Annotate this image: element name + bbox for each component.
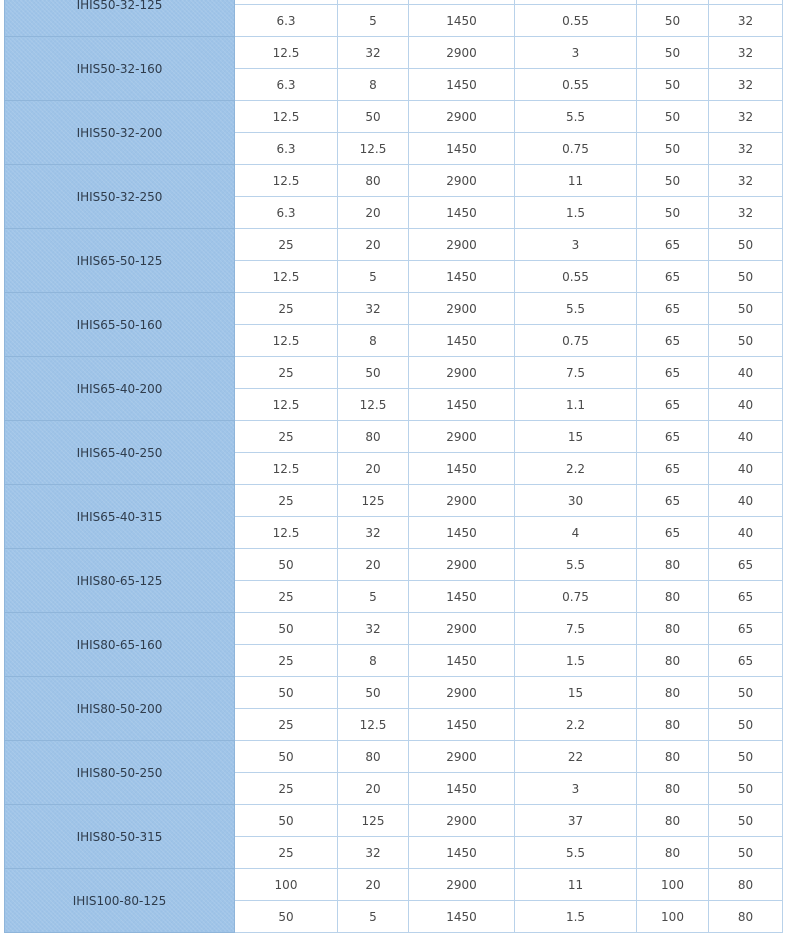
table-row — [5, 869, 783, 901]
value-cell: 2900 — [409, 485, 515, 517]
value-cell: 25 — [235, 581, 338, 613]
value-cell: 50 — [709, 837, 783, 869]
value-cell: 7.5 — [515, 613, 637, 645]
value-cell: 20 — [338, 197, 409, 229]
value-cell: 50 — [338, 357, 409, 389]
value-cell: 12.5 — [235, 517, 338, 549]
value-cell: 1450 — [409, 581, 515, 613]
value-cell: 0.55 — [515, 261, 637, 293]
value-cell: 12.5 — [235, 261, 338, 293]
value-cell: 50 — [637, 37, 709, 69]
value-cell: 32 — [338, 837, 409, 869]
value-cell: 12.5 — [235, 325, 338, 357]
value-cell: 32 — [338, 37, 409, 69]
value-cell: 0.55 — [515, 5, 637, 37]
value-cell: 5.5 — [515, 101, 637, 133]
value-cell: 2900 — [409, 869, 515, 901]
value-cell: 5 — [338, 261, 409, 293]
value-cell: 80 — [637, 837, 709, 869]
value-cell: 2.2 — [515, 453, 637, 485]
value-cell: 1450 — [409, 453, 515, 485]
value-cell: 1450 — [409, 69, 515, 101]
value-cell: 50 — [709, 325, 783, 357]
value-cell: 2900 — [409, 613, 515, 645]
table-row — [5, 421, 783, 453]
value-cell: 25 — [235, 645, 338, 677]
value-cell: 15 — [515, 677, 637, 709]
value-cell: 65 — [637, 293, 709, 325]
value-cell: 80 — [637, 549, 709, 581]
value-cell: 50 — [637, 133, 709, 165]
value-cell: 3 — [515, 229, 637, 261]
value-cell: 40 — [709, 517, 783, 549]
table-row — [5, 229, 783, 261]
value-cell: 2900 — [409, 805, 515, 837]
value-cell: 5.5 — [515, 837, 637, 869]
value-cell: 0.75 — [515, 581, 637, 613]
value-cell: 6.3 — [235, 133, 338, 165]
value-cell: 2900 — [409, 37, 515, 69]
value-cell: 50 — [235, 805, 338, 837]
model-cell: IHIS65-40-200 — [5, 357, 235, 421]
value-cell: 125 — [338, 805, 409, 837]
model-cell: IHIS65-40-315 — [5, 485, 235, 549]
value-cell: 5 — [338, 5, 409, 37]
value-cell: 25 — [235, 485, 338, 517]
value-cell: 30 — [515, 485, 637, 517]
value-cell: 50 — [709, 805, 783, 837]
table-row — [5, 293, 783, 325]
table-row — [5, 677, 783, 709]
value-cell: 32 — [709, 69, 783, 101]
value-cell: 5 — [338, 581, 409, 613]
value-cell: 80 — [637, 645, 709, 677]
value-cell: 80 — [637, 613, 709, 645]
value-cell: 0.55 — [515, 69, 637, 101]
value-cell: 20 — [338, 773, 409, 805]
value-cell: 2900 — [409, 229, 515, 261]
value-cell: 5.5 — [515, 549, 637, 581]
model-cell: IHIS50-32-160 — [5, 37, 235, 101]
value-cell: 1450 — [409, 261, 515, 293]
value-cell: 50 — [235, 613, 338, 645]
value-cell: 65 — [637, 389, 709, 421]
value-cell: 100 — [637, 869, 709, 901]
table-row — [5, 101, 783, 133]
value-cell: 25 — [235, 229, 338, 261]
value-cell: 1.5 — [515, 645, 637, 677]
value-cell: 40 — [709, 389, 783, 421]
value-cell: 65 — [637, 229, 709, 261]
value-cell: 12.5 — [338, 709, 409, 741]
value-cell: 2900 — [409, 549, 515, 581]
value-cell: 6.3 — [235, 197, 338, 229]
value-cell: 40 — [709, 421, 783, 453]
value-cell: 65 — [637, 453, 709, 485]
value-cell: 20 — [338, 549, 409, 581]
value-cell: 25 — [235, 709, 338, 741]
value-cell: 25 — [235, 421, 338, 453]
value-cell: 65 — [637, 485, 709, 517]
value-cell: 80 — [637, 581, 709, 613]
value-cell: 50 — [709, 709, 783, 741]
table-row — [5, 613, 783, 645]
value-cell: 80 — [338, 165, 409, 197]
value-cell: 32 — [709, 165, 783, 197]
value-cell: 80 — [338, 421, 409, 453]
value-cell: 2900 — [409, 357, 515, 389]
value-cell: 50 — [709, 229, 783, 261]
spec-table-body — [5, 0, 783, 933]
value-cell: 65 — [709, 613, 783, 645]
value-cell: 32 — [709, 37, 783, 69]
value-cell: 1.5 — [515, 901, 637, 933]
value-cell: 40 — [709, 485, 783, 517]
model-cell: IHIS100-80-125 — [5, 869, 235, 933]
value-cell: 6.3 — [235, 69, 338, 101]
value-cell: 2900 — [409, 165, 515, 197]
value-cell: 15 — [515, 421, 637, 453]
value-cell: 4 — [515, 517, 637, 549]
value-cell: 40 — [709, 357, 783, 389]
value-cell: 2.2 — [515, 709, 637, 741]
value-cell: 1450 — [409, 709, 515, 741]
value-cell: 2900 — [409, 677, 515, 709]
value-cell: 50 — [709, 773, 783, 805]
value-cell: 50 — [235, 549, 338, 581]
value-cell: 20 — [338, 869, 409, 901]
value-cell: 100 — [235, 869, 338, 901]
value-cell: 2900 — [409, 421, 515, 453]
table-row — [5, 165, 783, 197]
model-cell: IHIS50-32-250 — [5, 165, 235, 229]
table-row — [5, 357, 783, 389]
value-cell: 80 — [637, 773, 709, 805]
value-cell: 65 — [637, 357, 709, 389]
value-cell: 80 — [637, 805, 709, 837]
value-cell: 1450 — [409, 901, 515, 933]
value-cell: 22 — [515, 741, 637, 773]
model-cell: IHIS80-65-160 — [5, 613, 235, 677]
value-cell: 1450 — [409, 389, 515, 421]
value-cell: 32 — [338, 613, 409, 645]
value-cell: 12.5 — [235, 389, 338, 421]
value-cell: 65 — [709, 581, 783, 613]
value-cell: 20 — [338, 453, 409, 485]
value-cell: 50 — [709, 677, 783, 709]
value-cell: 50 — [235, 741, 338, 773]
value-cell: 65 — [709, 645, 783, 677]
value-cell: 1.1 — [515, 389, 637, 421]
value-cell: 0.75 — [515, 325, 637, 357]
value-cell: 6.3 — [235, 5, 338, 37]
value-cell: 50 — [709, 261, 783, 293]
value-cell: 80 — [637, 709, 709, 741]
value-cell: 1450 — [409, 5, 515, 37]
model-cell: IHIS65-50-125 — [5, 229, 235, 293]
model-cell: IHIS65-50-160 — [5, 293, 235, 357]
value-cell: 11 — [515, 165, 637, 197]
model-cell: IHIS80-50-200 — [5, 677, 235, 741]
value-cell: 5.5 — [515, 293, 637, 325]
value-cell: 37 — [515, 805, 637, 837]
value-cell: 50 — [637, 165, 709, 197]
value-cell: 80 — [637, 741, 709, 773]
value-cell: 50 — [235, 677, 338, 709]
value-cell: 50 — [637, 101, 709, 133]
model-cell: IHIS65-40-250 — [5, 421, 235, 485]
value-cell: 65 — [637, 421, 709, 453]
value-cell: 80 — [709, 901, 783, 933]
value-cell: 12.5 — [338, 133, 409, 165]
value-cell: 65 — [637, 325, 709, 357]
value-cell: 25 — [235, 837, 338, 869]
value-cell: 7.5 — [515, 357, 637, 389]
model-cell: IHIS50-32-125 — [5, 0, 235, 37]
value-cell: 50 — [637, 197, 709, 229]
value-cell: 80 — [637, 677, 709, 709]
value-cell: 1450 — [409, 773, 515, 805]
table-row — [5, 485, 783, 517]
table-row — [5, 741, 783, 773]
value-cell: 3 — [515, 773, 637, 805]
value-cell: 2900 — [409, 741, 515, 773]
value-cell: 12.5 — [235, 101, 338, 133]
model-cell: IHIS80-50-315 — [5, 805, 235, 869]
value-cell: 25 — [235, 773, 338, 805]
value-cell: 8 — [338, 69, 409, 101]
value-cell: 20 — [338, 229, 409, 261]
value-cell: 2900 — [409, 101, 515, 133]
value-cell: 12.5 — [235, 453, 338, 485]
value-cell: 80 — [338, 741, 409, 773]
value-cell: 32 — [709, 5, 783, 37]
value-cell: 125 — [338, 485, 409, 517]
value-cell: 8 — [338, 645, 409, 677]
value-cell: 32 — [709, 101, 783, 133]
table-row — [5, 805, 783, 837]
value-cell: 12.5 — [338, 389, 409, 421]
model-cell: IHIS80-65-125 — [5, 549, 235, 613]
model-cell: IHIS80-50-250 — [5, 741, 235, 805]
value-cell: 25 — [235, 357, 338, 389]
value-cell: 0.75 — [515, 133, 637, 165]
value-cell: 11 — [515, 869, 637, 901]
value-cell: 65 — [637, 517, 709, 549]
value-cell: 50 — [637, 5, 709, 37]
value-cell: 12.5 — [235, 165, 338, 197]
value-cell: 2900 — [409, 293, 515, 325]
value-cell: 50 — [637, 69, 709, 101]
value-cell: 25 — [235, 293, 338, 325]
value-cell: 1450 — [409, 133, 515, 165]
value-cell: 1450 — [409, 837, 515, 869]
model-cell: IHIS50-32-200 — [5, 101, 235, 165]
value-cell: 32 — [709, 133, 783, 165]
value-cell: 8 — [338, 325, 409, 357]
value-cell: 1450 — [409, 325, 515, 357]
value-cell: 50 — [338, 677, 409, 709]
value-cell: 1450 — [409, 517, 515, 549]
pump-spec-table — [4, 0, 783, 933]
value-cell: 50 — [709, 293, 783, 325]
value-cell: 50 — [338, 101, 409, 133]
value-cell: 50 — [235, 901, 338, 933]
value-cell: 65 — [709, 549, 783, 581]
value-cell: 32 — [338, 293, 409, 325]
value-cell: 3 — [515, 37, 637, 69]
value-cell: 12.5 — [235, 37, 338, 69]
value-cell: 65 — [637, 261, 709, 293]
value-cell: 100 — [637, 901, 709, 933]
value-cell: 5 — [338, 901, 409, 933]
table-row — [5, 37, 783, 69]
value-cell: 1450 — [409, 645, 515, 677]
value-cell: 50 — [709, 741, 783, 773]
value-cell: 32 — [709, 197, 783, 229]
value-cell: 80 — [709, 869, 783, 901]
value-cell: 32 — [338, 517, 409, 549]
value-cell: 1.5 — [515, 197, 637, 229]
table-row — [5, 549, 783, 581]
value-cell: 40 — [709, 453, 783, 485]
value-cell: 1450 — [409, 197, 515, 229]
